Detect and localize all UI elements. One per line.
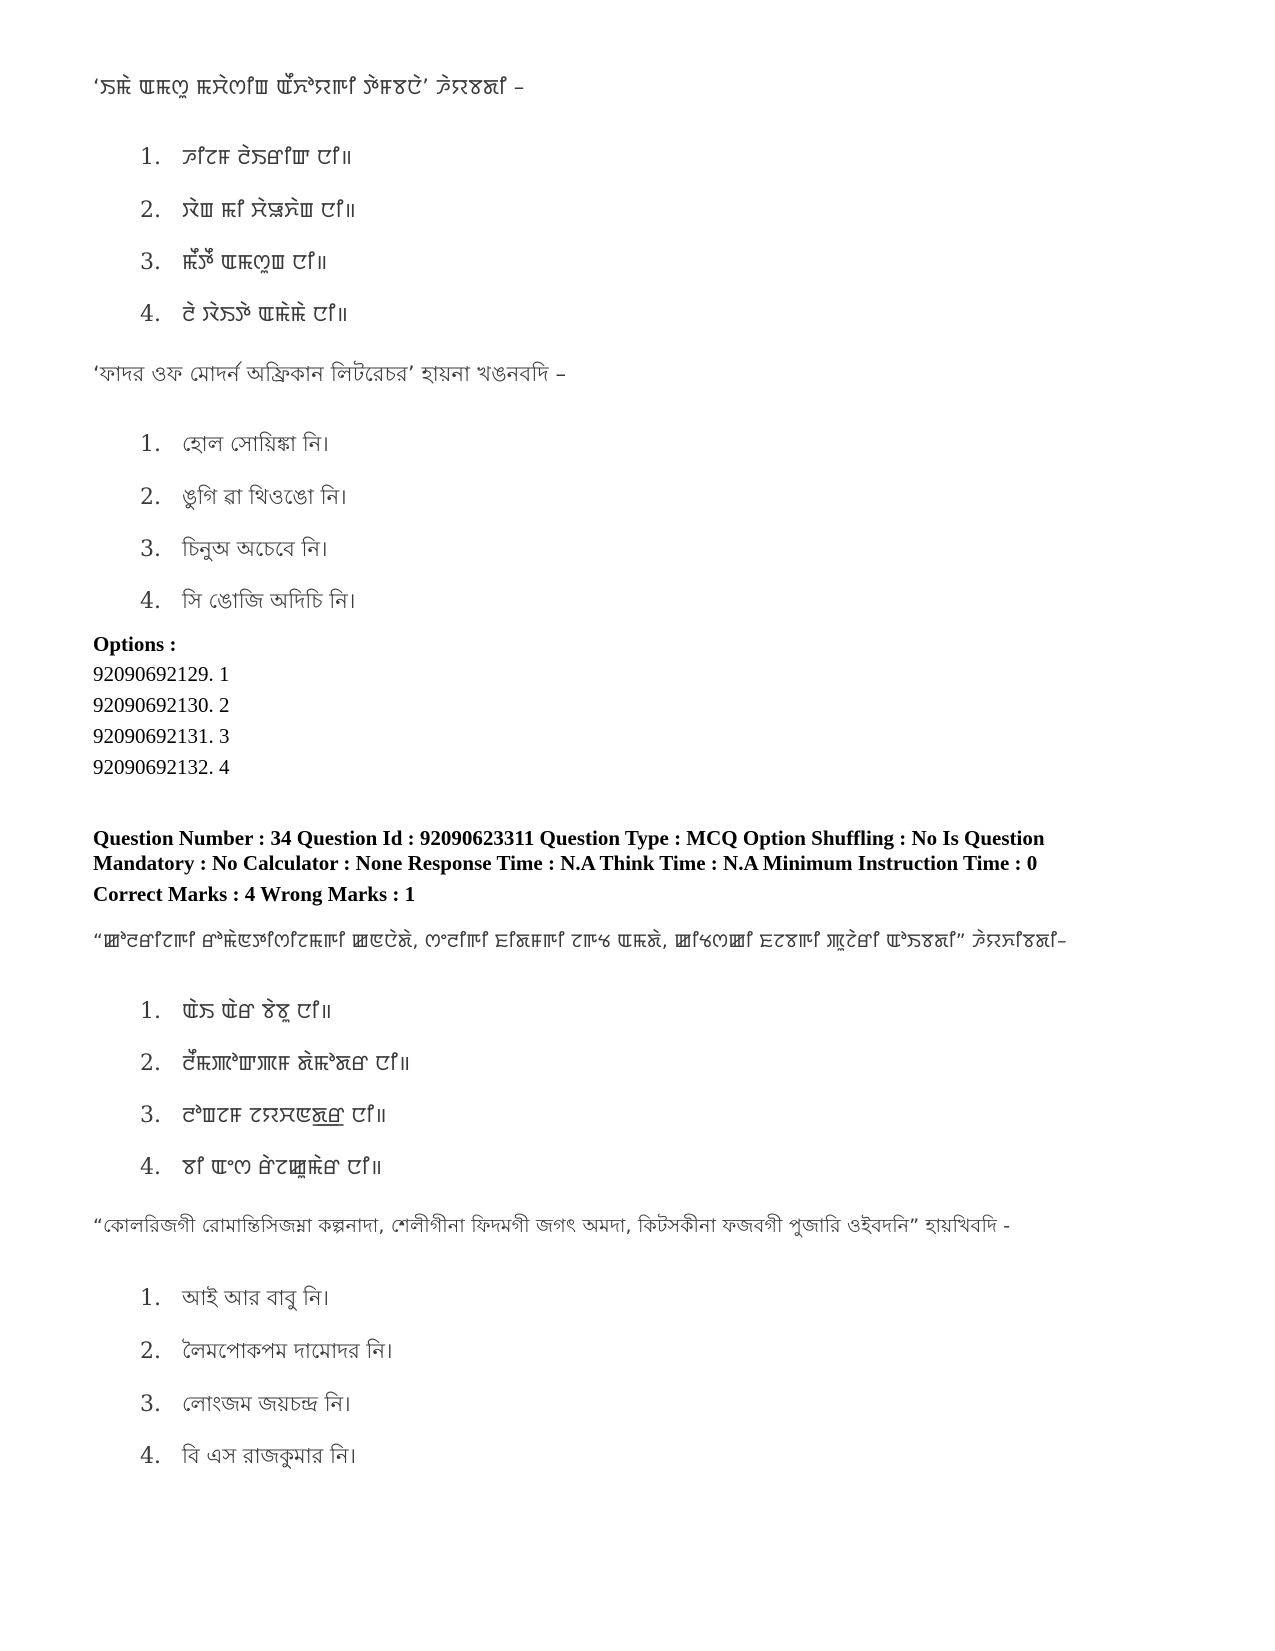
q33-bengali-option-1 [140,428,329,463]
q34-meitei-option-2 [140,1048,410,1077]
option-number: 4. [140,302,161,327]
q33-meitei-option-3 [140,247,327,276]
option-number: 3. [140,537,161,562]
q34-meitei-option-1 [140,996,332,1025]
option-number: 1. [140,999,161,1024]
option-text: ꯂꯥ ꯋꯥꯏꯇꯥ ꯑꯃꯥꯃꯥ ꯅꯤ॥ [182,302,348,326]
option-text: লোংজম জয়চন্দ্র নি। [182,1392,351,1416]
option-number: 4. [140,589,161,614]
q33-meitei-option-4 [140,299,348,328]
option-number: 2. [140,485,161,510]
option-text: ꯑꯥꯏ ꯑꯥꯔ ꯕꯥꯕꯨ ꯅꯤ॥ [182,999,332,1023]
option-text: সি ঙোজি অদিচি নি। [182,589,356,613]
option-text: লৈমপোকপম দামোদর নি। [182,1339,393,1363]
option-text: হোল সোয়িঙ্কা নি। [182,432,329,456]
option-text: ꯂꯩꯃꯄꯣꯛꯄꯝ ꯗꯥꯃꯣꯗꯔ ꯅꯤ॥ [182,1051,411,1075]
q33-bengali-option-2 [140,481,347,516]
option-number: 4. [140,1444,161,1469]
option-text: ꯋꯥꯡ ꯃꯤ ꯆꯥꯎꯈꯥꯡ ꯅꯤ॥ [182,198,356,222]
q34-bengali-option-2 [140,1335,393,1370]
option-id-2: 92090692130. 2 [93,693,230,717]
option-text: ꯍꯤꯖꯝ ꯂꯥꯏꯔꯤꯛ ꯅꯤ॥ [182,145,353,169]
option-number: 3. [140,1392,161,1417]
option-number: 2. [140,1051,161,1076]
q33-bengali-option-4 [140,585,355,620]
q34-bengali-option-3 [140,1388,351,1423]
question-meta-line-1: Question Number : 34 Question Id : 92090623311 Question Type : MCQ Option Shuffling : No Is Question [93,826,1045,850]
option-number: 1. [140,145,161,170]
q34-meitei-option-4 [140,1152,382,1181]
option-number: 3. [140,1103,161,1128]
option-number: 2. [140,1339,161,1364]
q34-bengali-option-4 [140,1440,356,1475]
q34-meitei-option-3 [140,1100,387,1129]
option-number: 4. [140,1155,161,1180]
q33-meitei-prompt: ‘ꯏꯃꯥ ꯑꯃꯁꯨ ꯃꯆꯥꯁꯤꯡ ꯑꯩꯈꯣꯌꯒꯤ ꯇꯥꯝꯕꯅꯥ’ ꯍꯥꯌꯕꯗꯤ – [93,75,525,99]
option-number: 1. [140,432,161,457]
option-number: 2. [140,198,161,223]
option-text: বি এস রাজকুমার নি। [182,1444,357,1468]
option-text: ꯃꯩꯇꯩ ꯑꯃꯁꯨꯡ ꯅꯤ॥ [182,250,328,274]
option-text: আই আর বাবু নি। [182,1286,330,1310]
options-heading: Options : [93,632,177,656]
option-id-3: 92090692131. 3 [93,724,230,748]
option-text: ꯂꯣꯡꯖꯝ ꯖꯌꯆꯟꯗ꯭ꯔ ꯅꯤ॥ [182,1103,387,1127]
q33-bengali-option-3 [140,533,328,568]
option-text: ঙুগি ৱা থিওঙো নি। [182,485,347,509]
question-meta-line-2: Mandatory : No Calculator : None Response Time : N.A Think Time : N.A Minimum Instruction Time : 0 [93,851,1038,875]
option-id-4: 92090692132. 4 [93,755,230,779]
options-list [93,659,230,783]
q34-bengali-prompt: “কোলরিজগী রোমান্তিসিজম্না কল্পনাদা, শেলীগীনা ফিদমগী জগৎ অমদা, কিটসকীনা ফজবগী পুজারি ওইবদনি” হায়খিবদি - [93,1215,1011,1237]
q33-meitei-option-2 [140,195,356,224]
q33-bengali-prompt: ‘ফাদর ওফ মোদর্ন অফ্রিকান লিটরেচর’ হায়না খঙনবদি – [93,362,567,386]
question-meta-line-3: Correct Marks : 4 Wrong Marks : 1 [93,882,416,906]
q34-meitei-prompt: “ꯀꯣꯂꯔꯤꯖꯒꯤ ꯔꯣꯃꯥꯟꯇꯤꯁꯤꯖꯃꯒꯤ ꯀꯟꯅꯥꯗꯥ, ꯁꯦꯂꯤꯒꯤ ꯐꯤꯗꯝꯒꯤ ꯖꯒꯠ ꯑꯃꯗꯥ, ꯀꯤꯠꯁꯀꯤ ꯐꯖꯕꯒꯤ ꯄꯨꯖꯥꯔꯤ ꯑꯣꯏꯕꯗꯤ” ꯍꯥꯌꯈꯤꯕꯗꯤ– [93,930,1067,952]
option-text: চিনুঅ অচেবে নি। [182,537,328,561]
option-number: 1. [140,1286,161,1311]
option-number: 3. [140,250,161,275]
option-text: ꯕꯤ ꯑꯦꯁ ꯔꯥꯖꯀꯨꯃꯥꯔ ꯅꯤ॥ [182,1155,383,1179]
option-id-1: 92090692129. 1 [93,662,230,686]
q34-bengali-option-1 [140,1282,329,1317]
q33-meitei-option-1 [140,142,352,171]
